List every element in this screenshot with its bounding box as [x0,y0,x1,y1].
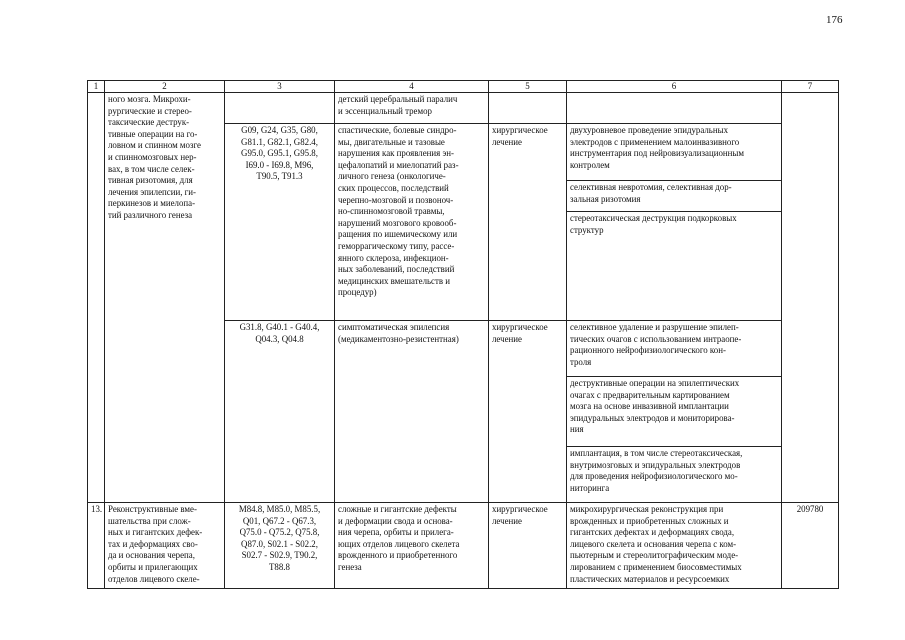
column-header: 7 [782,81,839,93]
column-header: 4 [335,81,489,93]
method-cell: микрохирургическая реконструкция при врожденных и приобретенных сложных и гигантских дефектах и деформациях свода, лицевого скелета и основания черепа с ком- пьютерным и стереолитографическим моде- лированием с применением биосовместимых пластических материалов и ресурсоемких [567,503,782,589]
table-row [88,93,839,124]
tariff-cell [782,93,839,503]
method-cell: стереотаксическая деструкция подкорковых структур [567,212,782,321]
table-header-row [88,81,839,93]
diagnosis-cell: сложные и гигантские дефекты и деформации свода и основа- ния черепа, орбиты и прилега- ющих отделов лицевого скелета врожденного и приобретенного генеза [335,503,489,589]
treatment-type-cell: хирургическое лечение [489,321,567,503]
method-cell: селективное удаление и разрушение эпилеп- тических очагов с использованием интраопе- рационного нейрофизиологического кон- троля [567,321,782,377]
column-header: 1 [88,81,105,93]
treatment-type-cell: хирургическое лечение [489,124,567,321]
icd-codes-cell: M84.8, M85.0, M85.5, Q01, Q67.2 - Q67.3, Q75.0 - Q75.2, Q75.8, Q87.0, S02.1 - S02.2, S02.7 - S02.9, T90.2, T88.8 [225,503,335,589]
icd-codes-cell: G31.8, G40.1 - G40.4, Q04.3, Q04.8 [225,321,335,503]
table-row [88,503,839,589]
column-header: 6 [567,81,782,93]
medical-services-table [87,80,839,589]
diagnosis-cell: симптоматическая эпилепсия (медикаментозно-резистентная) [335,321,489,503]
method-cell: деструктивные операции на эпилептических очагах с предварительным картированием мозга на основе инвазивной имплантации эпидуральных электродов и мониторирова- ния [567,377,782,447]
method-cell: селективная невротомия, селективная дор- зальная ризотомия [567,181,782,212]
page-number: 176 [826,14,843,26]
diagnosis-cell: спастические, болевые синдро- мы, двигательные и тазовые нарушения как проявления эн- цефалопатий и миелопатий раз- личного генеза (онкологиче- ских процессов, последствий черепно-мозговой и позвоноч- но-спинномозговой травмы, нарушений мозгового кровооб- ращения по ишемическому или геморрагическому типу, рассе- янного склероза, инфекцион- ных заболеваний, последствий медицинских вмешательств и процедур) [335,124,489,321]
method-cell: имплантация, в том числе стереотаксическая, внутримозговых и эпидуральных электродов для проведения нейрофизиологического мо- ниторинга [567,447,782,503]
column-header: 3 [225,81,335,93]
diagnosis-cell: детский церебральный паралич и эссенциальный тремор [335,93,489,124]
icd-codes-cell [225,93,335,124]
icd-codes-cell: G09, G24, G35, G80, G81.1, G82.1, G82.4, G95.0, G95.1, G95.8, I69.0 - I69.8, M96, T90.5, T91.3 [225,124,335,321]
row-number-cell: 13. [88,503,105,589]
intervention-group-cell: Реконструктивные вме- шательства при слож- ных и гигантских дефек- тах и деформациях сво- да и основания черепа, орбиты и прилегающих отделов лицевого скеле- [105,503,225,589]
treatment-type-cell [489,93,567,124]
treatment-type-cell: хирургическое лечение [489,503,567,589]
column-header: 2 [105,81,225,93]
tariff-cell: 209780 [782,503,839,589]
intervention-group-cell: ного мозга. Микрохи- рургические и стерео- таксические деструк- тивные операции на го- ловном и спинном мозге и спинномозговых нер- вах, в том числе селек- тивная ризотомия, для лечения эпилепсии, ги- перкинезов и миелопа- тий различного генеза [105,93,225,503]
row-number-cell [88,93,105,503]
method-cell [567,93,782,124]
column-header: 5 [489,81,567,93]
method-cell: двухуровневое проведение эпидуральных электродов с применением малоинвазивного инструментария под нейровизуализационным контролем [567,124,782,181]
